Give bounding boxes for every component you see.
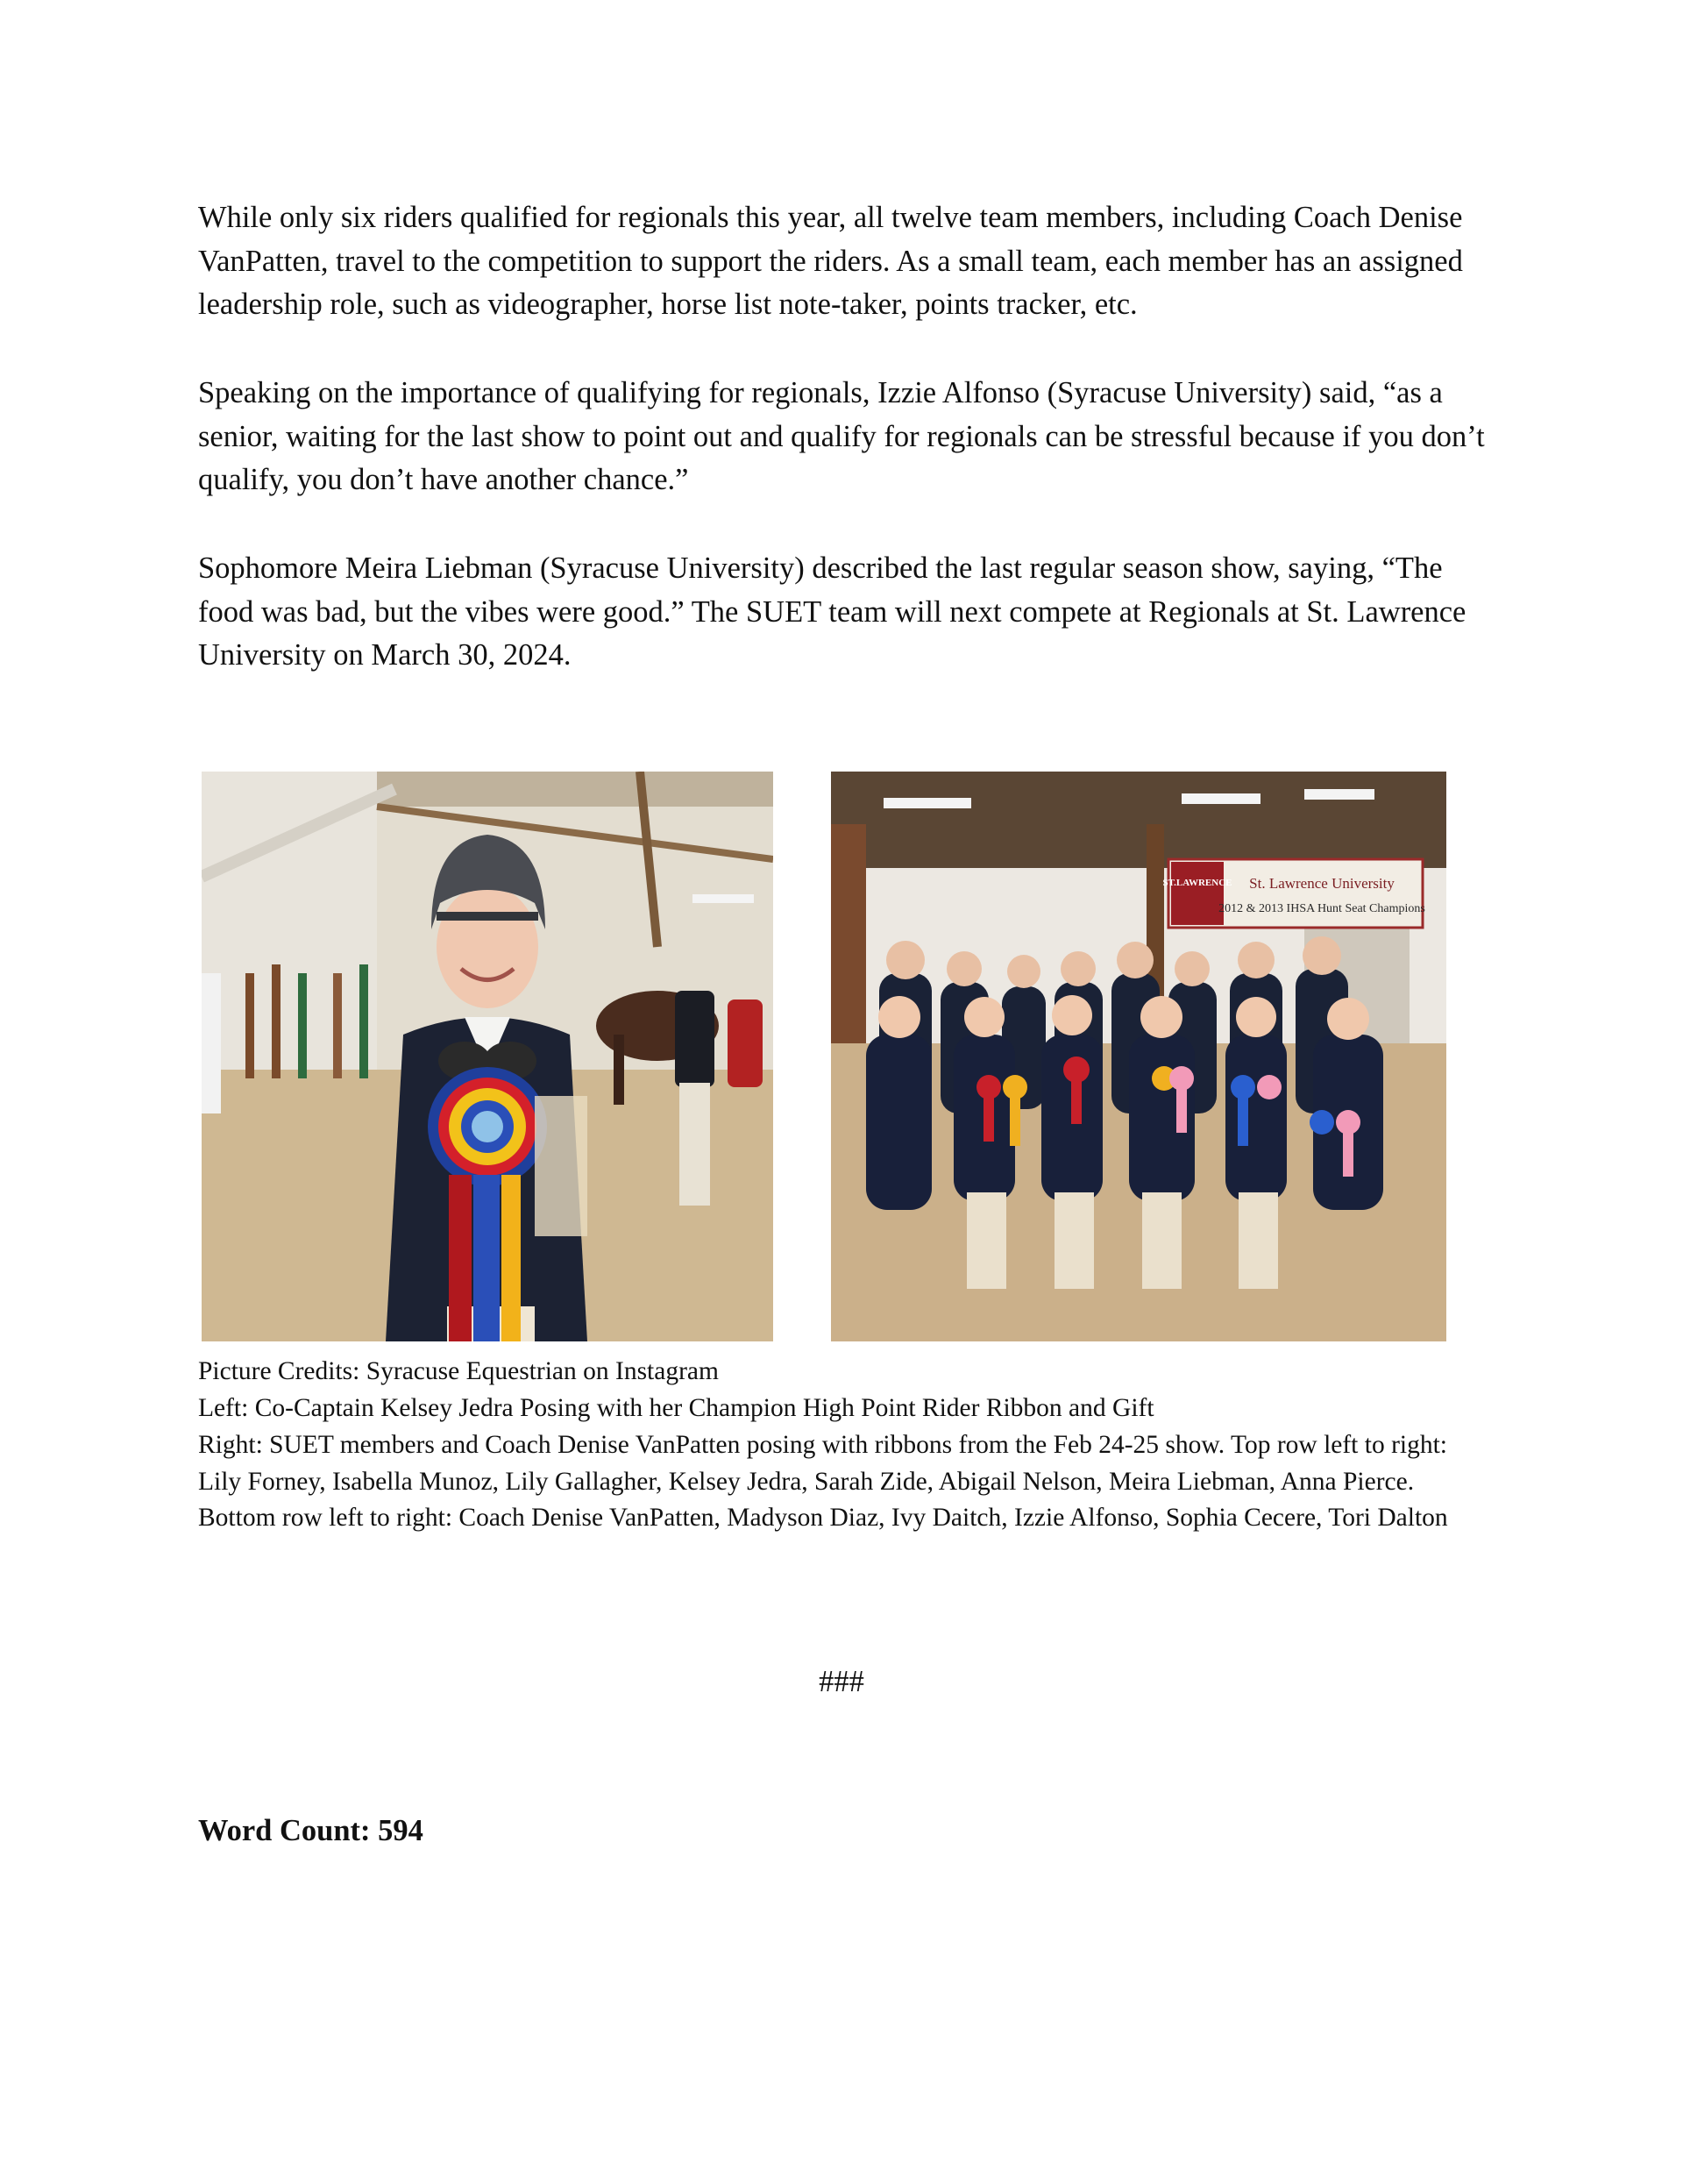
photo-team-group [831, 772, 1446, 1341]
photo-rider-with-ribbon [202, 772, 773, 1341]
body-paragraph-1: While only six riders qualified for regionals this year, all twelve team members, including Coach Denise VanPatten, travel to the competition to support the riders. As a small team, each member has an assigned leadership role, such as videographer, horse list note-taker, points tracker, etc. [198, 201, 1463, 321]
body-paragraph-3: Sophomore Meira Liebman (Syracuse University) described the last regular season show, saying, “The food was bad, but the vibes were good.” The SUET team will next compete at Regionals at St. Lawrence University on March 30, 2024. [198, 551, 1466, 672]
banner-logo-text: ST.LAWRENCE [1162, 878, 1232, 888]
banner-line-2: 2012 & 2013 IHSA Hunt Seat Champions [1218, 902, 1425, 915]
body-paragraph-2: Speaking on the importance of qualifying for regionals, Izzie Alfonso (Syracuse University) said, “as a senior, waiting for the last show to point out and qualify for regionals can be stressful because if you don’t qualify, you don’t have another chance.” [198, 376, 1485, 496]
caption-credit: Picture Credits: Syracuse Equestrian on Instagram [198, 1357, 719, 1385]
end-separator: ### [819, 1665, 864, 1698]
caption-right-photo: Right: SUET members and Coach Denise VanPatten posing with ribbons from the Feb 24-25 show. Top row left to right: Lily Forney, Isabella Munoz, Lily Gallagher, Kelsey Jedra, Sarah Zide, Abigail Nelson, Meira Liebman, Anna Pierce. Bottom row left to right: Coach Denise VanPatten, Madyson Diaz, Ivy Daitch, Izzie Alfonso, Sophia Cecere, Tori Dalton [198, 1431, 1448, 1532]
caption-left-photo: Left: Co-Captain Kelsey Jedra Posing with her Champion High Point Rider Ribbon and Gift [198, 1394, 1154, 1422]
word-count: Word Count: 594 [198, 1814, 423, 1847]
banner-line-1: St. Lawrence University [1249, 875, 1395, 892]
